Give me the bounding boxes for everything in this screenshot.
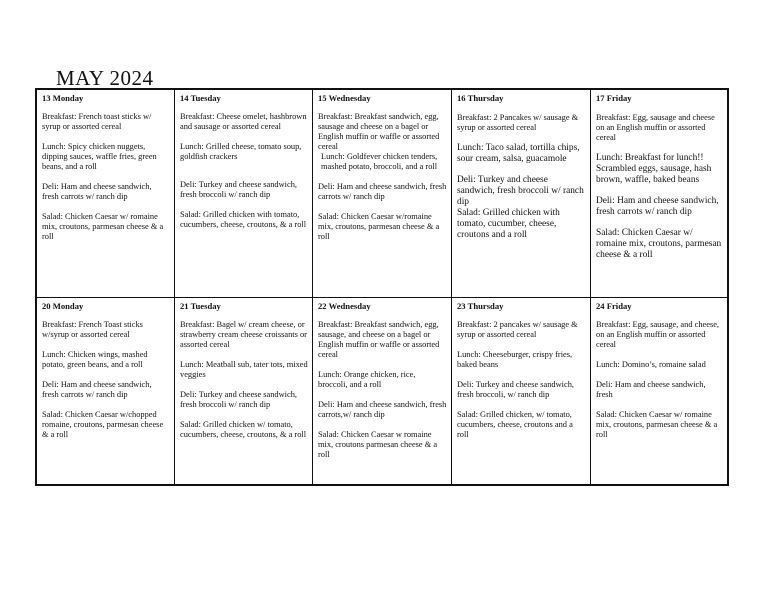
breakfast-entry: Breakfast: Breakfast sandwich, egg, sausage, and cheese on a bagel or English muffin or waffle or assorted cereal — [318, 320, 440, 359]
day-heading: 15 Wednesday — [318, 93, 371, 103]
deli-entry: Deli: Ham and cheese sandwich, fresh carrots w/ ranch dip — [596, 196, 719, 217]
lunch-entry: Lunch: Domino’s, romaine salad — [596, 360, 706, 369]
lunch-entry: Lunch: Goldfever chicken tenders, mashed potato, broccoli, and a roll — [321, 152, 438, 171]
lunch-entry: Lunch: Cheeseburger, crispy fries, baked beans — [457, 350, 573, 369]
breakfast-entry: Breakfast: Bagel w/ cream cheese, or strawberry cream cheese croissants or assorted cereal — [180, 320, 307, 349]
lunch-entry: Lunch: Taco salad, tortilla chips, sour cream, salsa, guacamole — [457, 143, 580, 164]
page-title: MAY 2024 — [56, 66, 154, 90]
day-cell-wednesday-15 — [313, 90, 452, 298]
day-cell-tuesday-21 — [175, 298, 313, 484]
day-heading: 20 Monday — [42, 301, 84, 311]
day-cell-thursday-16 — [452, 90, 591, 298]
breakfast-entry: Breakfast: Cheese omelet, hashbrown and sausage or assorted cereal — [180, 112, 307, 131]
salad-entry: Salad: Chicken Caesar w/romaine mix, croutons, parmesan cheese & a roll — [318, 212, 440, 241]
breakfast-entry: Breakfast: French Toast sticks w/syrup or assorted cereal — [42, 320, 143, 339]
breakfast-entry: Breakfast: French toast sticks w/ syrup or assorted cereal — [42, 112, 152, 131]
breakfast-entry: Breakfast: Egg, sausage and cheese on an English muffin or assorted cereal — [596, 113, 715, 142]
lunch-entry: Lunch: Chicken wings, mashed potato, green beans, and a roll — [42, 350, 148, 369]
deli-entry: Deli: Turkey and cheese sandwich, fresh broccoli w/ ranch dip — [180, 390, 297, 409]
deli-entry: Deli: Turkey and cheese sandwich, fresh broccoli, w/ ranch dip — [457, 380, 574, 399]
salad-entry: Salad: Grilled chicken w/ tomato, cucumbers, cheese, croutons, & a roll — [180, 420, 307, 439]
day-cell-friday-24 — [591, 298, 727, 484]
breakfast-entry: Breakfast: Breakfast sandwich, egg, sausage and cheese on a bagel or English muffin or waffle or assorted cereal — [318, 112, 440, 151]
breakfast-entry: Breakfast: 2 pancakes w/ sausage & syrup or assorted cereal — [457, 320, 578, 339]
breakfast-entry: Breakfast: Egg, sausage, and cheese, on an English muffin or assorted cereal — [596, 320, 720, 349]
day-cell-thursday-23 — [452, 298, 591, 484]
deli-entry: Deli: Ham and cheese sandwich, fresh — [596, 380, 706, 399]
breakfast-entry: Breakfast: 2 Pancakes w/ sausage & syrup or assorted cereal — [457, 113, 579, 132]
salad-entry: Salad: Chicken Caesar w/ romaine mix, croutons, parmesan cheese & a roll — [42, 212, 164, 241]
deli-entry: Deli: Turkey and cheese sandwich, fresh broccoli w/ ranch dip — [180, 180, 297, 199]
deli-entry: Deli: Ham and cheese sandwich, fresh carrots,w/ ranch dip — [318, 400, 447, 419]
lunch-entry: Lunch: Spicy chicken nuggets, dipping sauces, waffle fries, green beans, and a roll — [42, 142, 157, 171]
menu-calendar — [35, 88, 729, 486]
salad-entry: Salad: Grilled chicken with tomato, cucumber, cheese, croutons and a roll — [457, 208, 560, 240]
day-heading: 14 Tuesday — [180, 93, 221, 103]
lunch-entry: Lunch: Meatball sub, tater tots, mixed veggies — [180, 360, 308, 379]
day-heading: 21 Tuesday — [180, 301, 221, 311]
day-cell-monday-20 — [37, 298, 175, 484]
salad-entry: Salad: Grilled chicken with tomato, cucumbers, cheese, croutons, & a roll — [180, 210, 307, 229]
day-heading: 16 Thursday — [457, 93, 504, 103]
day-cell-tuesday-14 — [175, 90, 313, 298]
salad-entry: Salad: Chicken Caesar w/chopped romaine, croutons, parmesan cheese & a roll — [42, 410, 164, 439]
salad-entry: Salad: Chicken Caesar w romaine mix, croutons parmesan cheese & a roll — [318, 430, 438, 459]
day-heading: 24 Friday — [596, 301, 632, 311]
day-cell-friday-17 — [591, 90, 727, 298]
day-cell-monday-13 — [37, 90, 175, 298]
deli-entry: Deli: Ham and cheese sandwich, fresh carrots w/ ranch dip — [318, 182, 447, 201]
day-heading: 23 Thursday — [457, 301, 504, 311]
deli-entry: Deli: Ham and cheese sandwich, fresh carrots w/ ranch dip — [42, 182, 152, 201]
deli-entry: Deli: Ham and cheese sandwich, fresh carrots w/ ranch dip — [42, 380, 152, 399]
salad-entry: Salad: Grilled chicken, w/ tomato, cucumbers, cheese, croutons and a roll — [457, 410, 573, 439]
lunch-entry: Lunch: Breakfast for lunch!! Scrambled eggs, sausage, hash brown, waffle, baked beans — [596, 153, 712, 185]
lunch-entry: Lunch: Orange chicken, rice, broccoli, and a roll — [318, 370, 416, 389]
lunch-entry: Lunch: Grilled cheese, tomato soup, goldfish crackers — [180, 142, 302, 161]
day-heading: 17 Friday — [596, 93, 632, 103]
deli-entry: Deli: Turkey and cheese sandwich, fresh broccoli w/ ranch dip — [457, 175, 584, 207]
salad-entry: Salad: Chicken Caesar w/ romaine mix, croutons, parmesan cheese & a roll — [596, 228, 722, 260]
salad-entry: Salad: Chicken Caesar w/ romaine mix, croutons, parmesan cheese & a roll — [596, 410, 718, 439]
day-heading: 22 Wednesday — [318, 301, 371, 311]
day-cell-wednesday-22 — [313, 298, 452, 484]
day-heading: 13 Monday — [42, 93, 84, 103]
